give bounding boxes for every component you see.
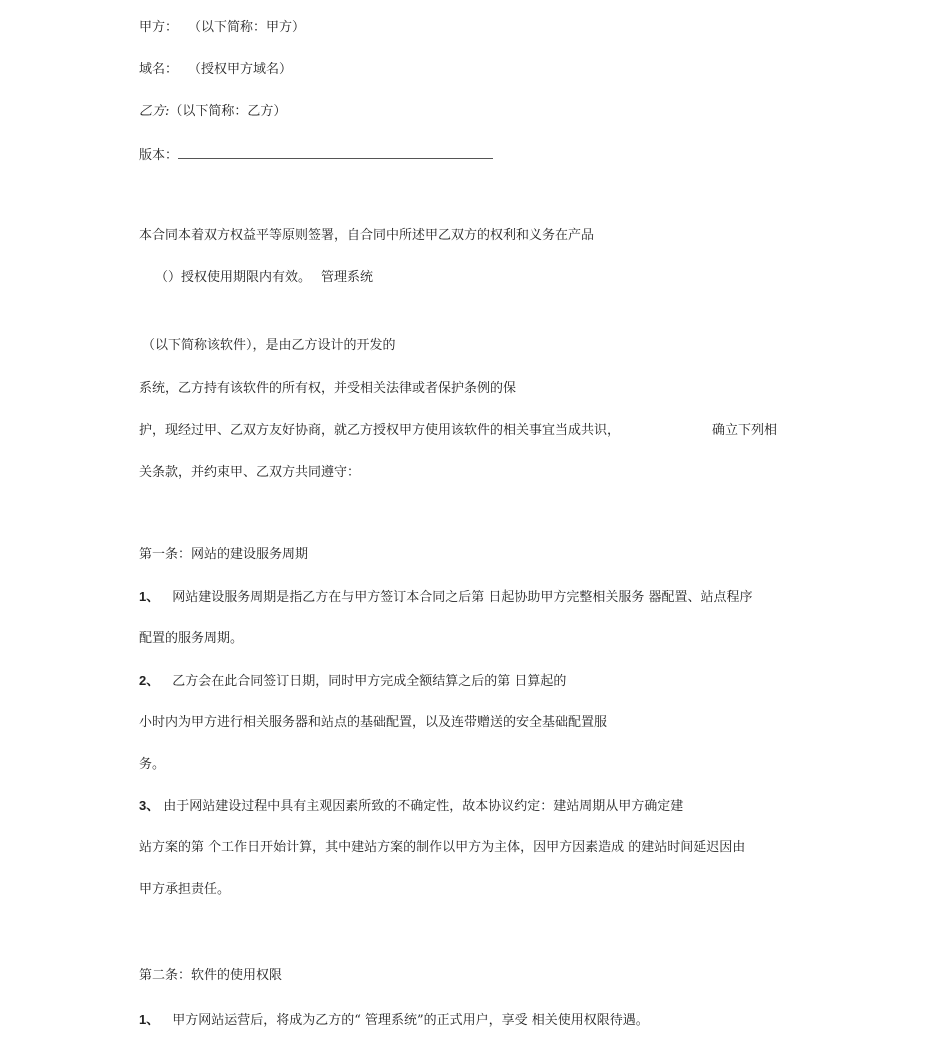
article-1-item-3: [139, 798, 683, 815]
article-2-item-1-number: 1、: [139, 1012, 160, 1027]
article-2-item-1: [139, 1012, 649, 1029]
party-b-label: 乙方:: [139, 104, 170, 119]
preamble-line-5a: 护，现经过甲、乙双方友好协商，就乙方授权甲方使用该软件的相关事宜当成共识，: [139, 423, 621, 438]
preamble-line-5: [139, 423, 620, 439]
article-2-title: 第二条：软件的使用权限: [139, 968, 283, 983]
article-1-item-3-number: 3、: [139, 798, 160, 813]
domain-value: （授权甲方域名）: [188, 62, 293, 77]
party-a-value: （以下简称：甲方）: [188, 20, 306, 35]
article-1-item-2-line-3: 务。: [139, 757, 166, 772]
article-1-title: 第一条：网站的建设服务周期: [139, 547, 309, 562]
version-blank: [178, 146, 493, 159]
article-1-item-2-number: 2、: [139, 673, 160, 688]
article-1-item-1: [139, 589, 753, 606]
preamble-line-2b: 管理系统: [321, 270, 374, 285]
domain-label: 域名：: [139, 62, 179, 77]
article-2-item-1-line-1: 甲方网站运营后，将成为乙方的“ 管理系统”的正式用户，享受 相关使用权限待遇。: [172, 1013, 649, 1028]
preamble-line-5b: 确立下列相: [712, 423, 778, 438]
version-label: 版本：: [139, 148, 179, 163]
party-b-value: （以下简称：乙方）: [169, 104, 287, 119]
party-b-line: [139, 104, 286, 120]
article-1-item-2-line-1: 乙方会在此合同签订日期，同时甲方完成全额结算之后的第 日算起的: [172, 674, 567, 689]
party-a-label: 甲方：: [139, 20, 179, 35]
preamble-line-2: [155, 270, 373, 286]
preamble-line-6: 关条款，并约束甲、乙双方共同遵守：: [139, 465, 361, 480]
article-1-item-1-line-1: 网站建设服务周期是指乙方在与甲方签订本合同之后第 日起协助甲方完整相关服务 器配置、站点程序: [172, 590, 753, 605]
preamble-line-3: （以下简称该软件），是由乙方设计的开发的: [142, 338, 396, 353]
preamble-line-2a: （）授权使用期限内有效。: [155, 270, 312, 285]
preamble-line-1: 本合同本着双方权益平等原则签署，自合同中所述甲乙双方的权利和义务在产品: [139, 228, 595, 243]
party-a-line: [139, 20, 305, 36]
article-1-item-2: [139, 673, 566, 690]
article-1-item-2-line-2: 小时内为甲方进行相关服务器和站点的基础配置，以及连带赠送的安全基础配置服: [139, 715, 608, 730]
article-1-item-1-number: 1、: [139, 589, 160, 604]
version-line: [139, 146, 493, 164]
preamble-line-4: 系统，乙方持有该软件的所有权，并受相关法律或者保护条例的保: [139, 381, 517, 396]
domain-line: [139, 62, 292, 78]
article-1-item-3-line-2: 站方案的第 个工作日开始计算，其中建站方案的制作以甲方为主体，因甲方因素造成 的建站时间延迟因由: [139, 840, 746, 855]
article-1-item-1-line-2: 配置的服务周期。: [139, 631, 244, 646]
article-1-item-3-line-1: 由于网站建设过程中具有主观因素所致的不确定性，故本协议约定：建站周期从甲方确定建: [163, 799, 684, 814]
article-1-item-3-line-3: 甲方承担责任。: [139, 882, 231, 897]
